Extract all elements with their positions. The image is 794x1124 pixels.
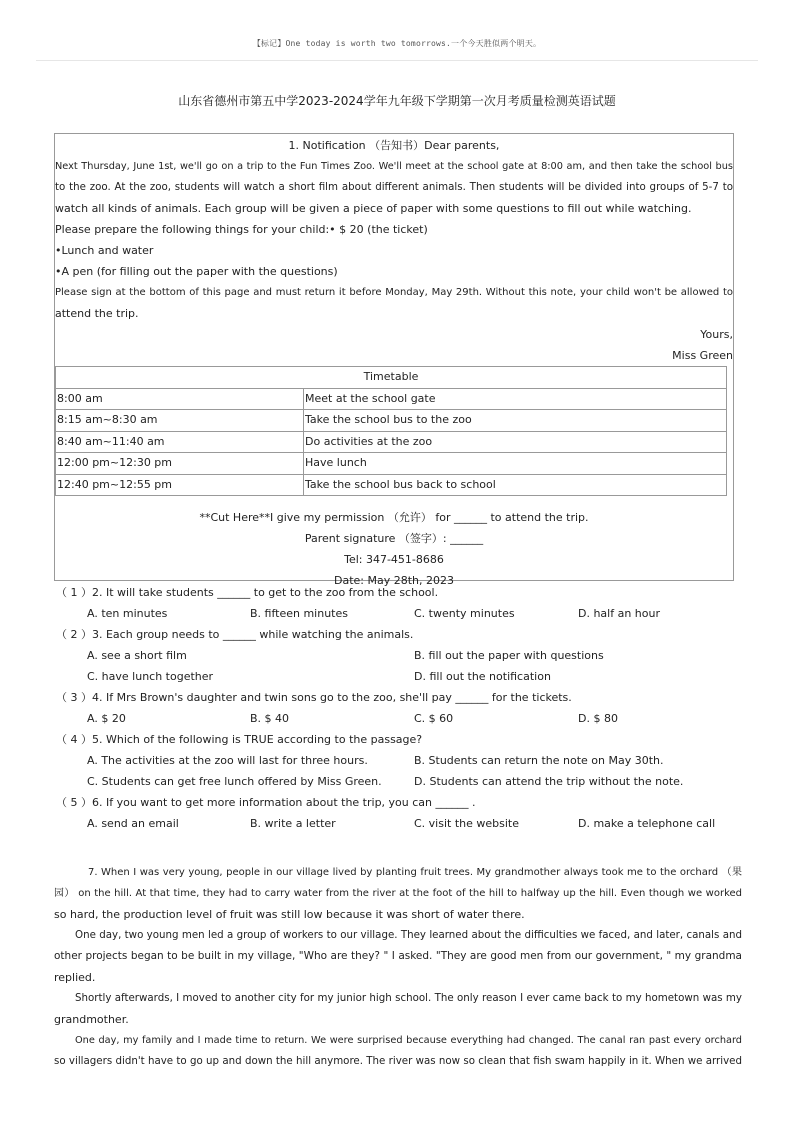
timetable-time: 8:15 am~8:30 am xyxy=(56,410,304,432)
question-stem: （ 5 ）6. If you want to get more information about the trip, you can ______ . xyxy=(56,796,476,809)
passage-line: replied. xyxy=(54,971,96,984)
answer-option[interactable]: A. The activities at the zoo will last for three hours. xyxy=(87,754,368,767)
passage-line: 园） on the hill. At that time, they had to carry water from the river at the foot of the hill to halfway up the hill. Even though we worked xyxy=(54,888,742,899)
page-title: 山东省德州市第五中学2023-2024学年九年级下学期第一次月考质量检测英语试题 xyxy=(178,94,616,108)
table-row xyxy=(56,410,727,432)
notification-closing: Yours, xyxy=(700,328,733,341)
answer-option[interactable]: A. see a short film xyxy=(87,649,187,662)
answer-option[interactable]: A. ten minutes xyxy=(87,607,168,620)
table-row xyxy=(56,453,727,475)
parent-signature-line: Parent signature （签字）: ______ xyxy=(304,532,484,545)
answer-option[interactable]: D. fill out the notification xyxy=(414,670,551,683)
answer-option[interactable]: C. visit the website xyxy=(414,817,519,830)
question-stem: （ 4 ）5. Which of the following is TRUE according to the passage? xyxy=(56,733,423,746)
notification-body-line: Next Thursday, June 1st, we'll go on a trip to the Fun Times Zoo. We'll meet at the school gate at 8:00 am, and then take the school bus xyxy=(55,161,733,172)
answer-option[interactable]: B. write a letter xyxy=(250,817,336,830)
notification-box xyxy=(54,133,734,587)
passage-line: One day, two young men led a group of workers to our village. They learned about the difficulties we faced, and later, canals and xyxy=(75,929,742,941)
passage-line: so villagers didn't have to go up and down the hill anymore. The river was now so clean that fish swam happily in it. When we arrived xyxy=(54,1055,742,1067)
passage-line: 7. When I was very young, people in our village lived by planting fruit trees. My grandmother always took me to the orchard （果 xyxy=(88,867,742,878)
timetable xyxy=(55,366,727,496)
answer-option[interactable]: C. twenty minutes xyxy=(414,607,515,620)
answer-option[interactable]: B. fifteen minutes xyxy=(250,607,348,620)
answer-option[interactable]: B. fill out the paper with questions xyxy=(414,649,604,662)
timetable-time: 12:40 pm~12:55 pm xyxy=(56,474,304,496)
answer-option[interactable]: B. Students can return the note on May 30th. xyxy=(414,754,664,767)
question-stem: （ 1 ）2. It will take students ______ to get to the zoo from the school. xyxy=(56,586,439,599)
timetable-activity: Do activities at the zoo xyxy=(304,431,727,453)
notification-body-line: •Lunch and water xyxy=(55,244,154,257)
timetable-activity: Have lunch xyxy=(304,453,727,475)
answer-option[interactable]: D. half an hour xyxy=(578,607,661,620)
notification-body-line: to the zoo. At the zoo, students will watch a short film about different animals. Then students will be divided into groups of 5-7 to xyxy=(55,181,733,193)
notification-body-line: •A pen (for filling out the paper with the questions) xyxy=(55,265,338,278)
notice-date: Date: May 28th, 2023 xyxy=(333,574,454,587)
passage-line: grandmother. xyxy=(54,1013,129,1026)
answer-option[interactable]: C. have lunch together xyxy=(87,670,214,683)
question-stem: （ 2 ）3. Each group needs to ______ while watching the animals. xyxy=(56,628,414,641)
header-motto: 【标记】One today is worth two tomorrows.一个今天胜似两个明天。 xyxy=(252,39,542,48)
cut-here-permission: **Cut Here**I give my permission （允许） for ______ to attend the trip. xyxy=(199,511,589,524)
answer-option[interactable]: A. send an email xyxy=(87,817,179,830)
notification-heading: 1. Notification （告知书）Dear parents, xyxy=(288,139,500,152)
notification-body-line: attend the trip. xyxy=(55,307,139,320)
telephone: Tel: 347-451-8686 xyxy=(344,553,444,566)
answer-option[interactable]: D. Students can attend the trip without the note. xyxy=(414,775,684,788)
timetable-activity: Meet at the school gate xyxy=(304,388,727,410)
notification-body-line: watch all kinds of animals. Each group will be given a piece of paper with some questions to fill out while watching. xyxy=(55,202,692,215)
timetable-time: 12:00 pm~12:30 pm xyxy=(56,453,304,475)
table-row xyxy=(56,474,727,496)
answer-option[interactable]: A. $ 20 xyxy=(87,712,126,725)
passage-line: One day, my family and I made time to return. We were surprised because everything had changed. The canal ran past every orchard xyxy=(75,1035,742,1046)
answer-option[interactable]: D. $ 80 xyxy=(578,712,618,725)
timetable-time: 8:40 am~11:40 am xyxy=(56,431,304,453)
answer-option[interactable]: B. $ 40 xyxy=(250,712,290,725)
timetable-activity: Take the school bus to the zoo xyxy=(304,410,727,432)
notification-signature: Miss Green xyxy=(672,349,733,362)
passage-line: other projects began to be built in my village, "Who are they? " I asked. "They are good men from our government, " my grandma xyxy=(54,950,742,962)
answer-option[interactable]: D. make a telephone call xyxy=(578,817,716,830)
notification-body-line: Please sign at the bottom of this page and must return it before Monday, May 29th. Without this note, your child won't be allowed to xyxy=(55,287,733,298)
table-row xyxy=(56,388,727,410)
timetable-activity: Take the school bus back to school xyxy=(304,474,727,496)
question-stem: （ 3 ）4. If Mrs Brown's daughter and twin sons go to the zoo, she'll pay ______ for the tickets. xyxy=(56,691,572,704)
timetable-title: Timetable xyxy=(56,367,727,389)
notification-body-line: Please prepare the following things for your child:• $ 20 (the ticket) xyxy=(55,223,428,236)
answer-option[interactable]: C. Students can get free lunch offered by Miss Green. xyxy=(87,775,382,788)
passage-line: so hard, the production level of fruit was still low because it was short of water there. xyxy=(54,908,525,921)
table-row xyxy=(56,431,727,453)
timetable-title-row xyxy=(56,367,727,389)
timetable-time: 8:00 am xyxy=(56,388,304,410)
passage-line: Shortly afterwards, I moved to another city for my junior high school. The only reason I ever came back to my hometown was my xyxy=(75,992,742,1004)
answer-option[interactable]: C. $ 60 xyxy=(414,712,454,725)
header-divider xyxy=(36,60,758,61)
